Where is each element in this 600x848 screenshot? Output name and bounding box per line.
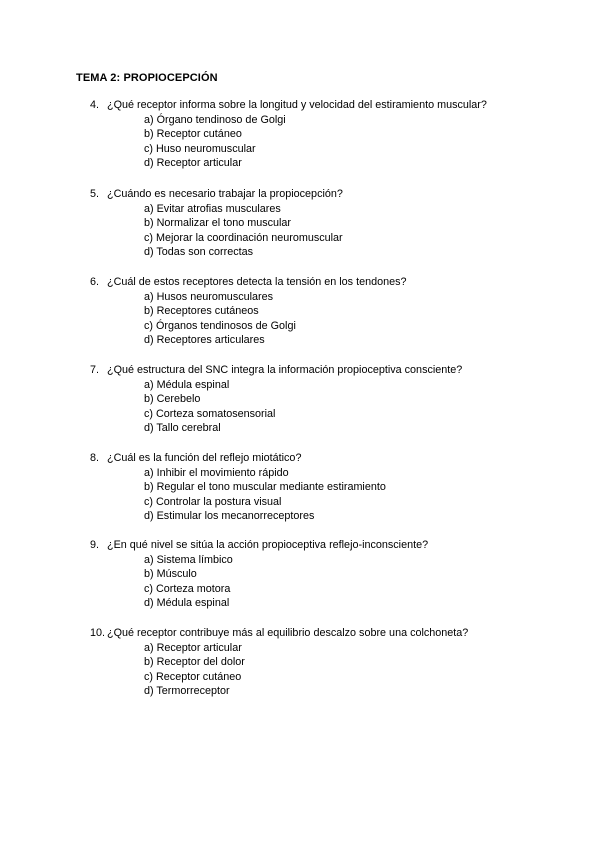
question-number: 7.: [90, 364, 100, 376]
answer-options: [90, 290, 570, 348]
answer-option-d: d) Médula espinal: [144, 597, 230, 610]
answer-option-d: d) Termorreceptor: [144, 685, 230, 698]
answer-option-d: d) Receptor articular: [144, 157, 242, 170]
answer-option-c: c) Controlar la postura visual: [144, 495, 282, 508]
question-5: [90, 187, 570, 260]
answer-option-a: a) Inhibir el movimiento rápido: [144, 466, 289, 479]
answer-option-b: b) Regular el tono muscular mediante estiramiento: [144, 481, 386, 494]
answer-option-d: d) Estimular los mecanorreceptores: [144, 510, 315, 523]
question-number: 9.: [90, 539, 100, 551]
question-line: [90, 538, 570, 553]
answer-options: [90, 553, 570, 611]
question-text: ¿Qué receptor informa sobre la longitud y velocidad del estiramiento muscular?: [107, 99, 487, 111]
question-10: [90, 626, 570, 699]
answer-option-c: c) Receptor cutáneo: [144, 670, 242, 683]
answer-option-b: b) Receptores cutáneos: [144, 305, 259, 318]
answer-option-c: c) Corteza motora: [144, 582, 231, 595]
page-title: TEMA 2: PROPIOCEPCIÓN: [76, 72, 218, 84]
question-line: [90, 275, 570, 290]
answer-option-b: b) Cerebelo: [144, 393, 201, 406]
question-6: [90, 275, 570, 348]
answer-option-a: a) Evitar atrofias musculares: [144, 202, 281, 215]
answer-option-c: c) Huso neuromuscular: [144, 142, 256, 155]
question-line: [90, 363, 570, 378]
answer-options: [90, 378, 570, 436]
question-4: [90, 98, 570, 171]
question-line: [90, 626, 570, 641]
question-text: ¿Qué receptor contribuye más al equilibrio descalzo sobre una colchoneta?: [107, 627, 469, 639]
question-number: 10.: [90, 627, 106, 639]
answer-option-a: a) Médula espinal: [144, 378, 230, 391]
question-number: 6.: [90, 276, 100, 288]
question-number: 8.: [90, 452, 100, 464]
answer-option-a: a) Sistema límbico: [144, 553, 233, 566]
question-9: [90, 538, 570, 611]
answer-option-c: c) Mejorar la coordinación neuromuscular: [144, 231, 343, 244]
answer-option-a: a) Receptor articular: [144, 641, 242, 654]
answer-option-d: d) Todas son correctas: [144, 246, 254, 259]
question-text: ¿Cuál de estos receptores detecta la tensión en los tendones?: [107, 276, 407, 288]
question-line: [90, 98, 570, 113]
answer-option-b: b) Receptor cutáneo: [144, 128, 242, 141]
answer-options: [90, 202, 570, 260]
answer-option-d: d) Receptores articulares: [144, 334, 265, 347]
answer-option-a: a) Husos neuromusculares: [144, 290, 274, 303]
answer-option-c: c) Órganos tendinosos de Golgi: [144, 319, 296, 332]
question-number: 4.: [90, 99, 100, 111]
answer-option-b: b) Músculo: [144, 568, 197, 581]
answer-option-c: c) Corteza somatosensorial: [144, 407, 276, 420]
answer-options: [90, 466, 570, 524]
question-text: ¿Cuál es la función del reflejo miotático?: [107, 452, 302, 464]
question-line: [90, 187, 570, 202]
question-text: ¿Cuándo es necesario trabajar la propiocepción?: [107, 188, 343, 200]
question-7: [90, 363, 570, 436]
question-text: ¿Qué estructura del SNC integra la información propioceptiva consciente?: [107, 364, 463, 376]
answer-option-b: b) Normalizar el tono muscular: [144, 217, 292, 230]
answer-option-d: d) Tallo cerebral: [144, 422, 221, 435]
answer-options: [90, 113, 570, 171]
question-line: [90, 451, 570, 466]
question-8: [90, 451, 570, 524]
question-number: 5.: [90, 188, 100, 200]
answer-option-b: b) Receptor del dolor: [144, 656, 245, 669]
answer-options: [90, 641, 570, 699]
answer-option-a: a) Órgano tendinoso de Golgi: [144, 113, 286, 126]
question-text: ¿En qué nivel se sitúa la acción propioceptiva reflejo-inconsciente?: [107, 539, 429, 551]
